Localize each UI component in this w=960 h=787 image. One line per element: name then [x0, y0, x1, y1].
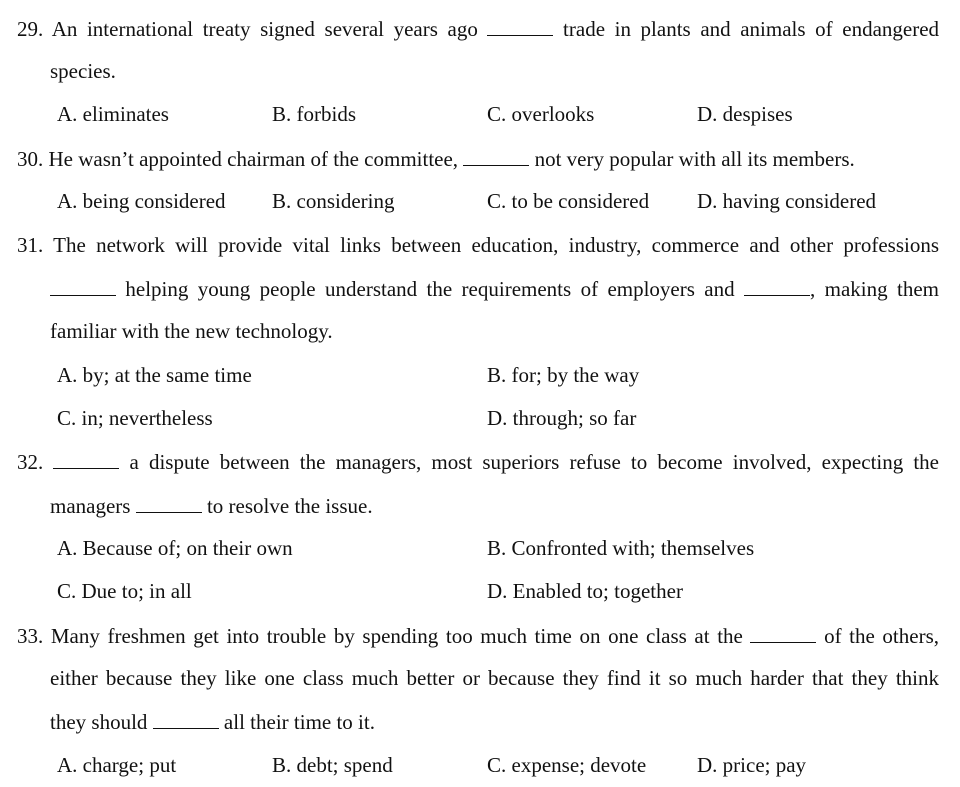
q31-stem-line2-end: , making them [810, 277, 940, 301]
q32-stem-line2-before: managers [50, 494, 131, 518]
q30-options [0, 180, 960, 223]
question-number: 33. [17, 624, 44, 648]
option-c: C. to be considered [487, 189, 650, 213]
q31-stem-line2 [0, 267, 960, 310]
option-c: C. in; nevertheless [57, 406, 213, 430]
option-d: D. Enabled to; together [487, 579, 683, 603]
answer-blank [750, 614, 816, 643]
q31-stem-line3-text: familiar with the new technology. [50, 319, 333, 343]
option-b: B. debt; spend [272, 753, 393, 777]
option-d: D. through; so far [487, 406, 637, 430]
q32-stem-line2 [0, 484, 960, 527]
option-a: A. eliminates [57, 102, 169, 126]
q33-stem-line3-after: all their time to it. [223, 710, 375, 734]
option-a: A. charge; put [57, 753, 177, 777]
q32-options-row2 [0, 570, 960, 613]
q30-stem-line1 [0, 137, 960, 180]
option-b: B. for; by the way [487, 363, 640, 387]
option-a: A. being considered [57, 189, 226, 213]
option-c: C. expense; devote [487, 753, 647, 777]
q31-options-row2 [0, 397, 960, 440]
q29-stem-line1 [0, 7, 960, 50]
option-d: D. having considered [697, 189, 877, 213]
answer-blank [463, 137, 529, 166]
option-b: B. Confronted with; themselves [487, 536, 755, 560]
q29-stem-line2 [0, 50, 960, 93]
answer-blank [50, 267, 116, 296]
option-a: A. Because of; on their own [57, 536, 293, 560]
answer-blank [153, 700, 219, 729]
option-b: B. considering [272, 189, 395, 213]
q32-stem-line2-after: to resolve the issue. [206, 494, 373, 518]
question-number: 29. [17, 17, 44, 41]
q33-stem-line3 [0, 700, 960, 743]
q32-stem-line1 [0, 440, 960, 483]
question-number: 32. [17, 450, 44, 474]
q33-stem-line2 [0, 657, 960, 700]
answer-blank [136, 484, 202, 513]
q29-stem-cont: species. [50, 59, 116, 83]
q33-stem-line1 [0, 614, 960, 657]
q33-stem-line1-after: of the others, [824, 624, 940, 648]
q29-stem-before: An international treaty signed several years ago [51, 17, 478, 41]
q31-stem-line1 [0, 224, 960, 267]
option-d: D. despises [697, 102, 793, 126]
q30-stem-after: not very popular with all its members. [534, 147, 855, 171]
option-d: D. price; pay [697, 753, 807, 777]
q30-stem-before: He wasn’t appointed chairman of the committee, [48, 147, 459, 171]
answer-blank [487, 7, 553, 36]
q33-stem-line2-text: either because they like one class much better or because they find it so much harder that they think [50, 666, 939, 690]
option-c: C. Due to; in all [57, 579, 192, 603]
option-b: B. forbids [272, 102, 356, 126]
q29-stem-after: trade in plants and animals of endangered [563, 17, 940, 41]
option-c: C. overlooks [487, 102, 595, 126]
q31-stem-line3 [0, 310, 960, 353]
q32-stem-line1-after: a dispute between the managers, most superiors refuse to become involved, expecting the [129, 450, 940, 474]
q33-stem-line3-before: they should [50, 710, 148, 734]
q32-options-row1 [0, 527, 960, 570]
question-number: 30. [17, 147, 44, 171]
q33-options [0, 744, 960, 787]
answer-blank [744, 267, 810, 296]
q31-stem-line1-text: The network will provide vital links between education, industry, commerce and other professions [53, 233, 939, 257]
option-a: A. by; at the same time [57, 363, 252, 387]
q33-stem-line1-before: Many freshmen get into trouble by spending too much time on one class at the [50, 624, 743, 648]
q31-stem-line2-mid: helping young people understand the requirements of employers and [125, 277, 735, 301]
answer-blank [53, 440, 119, 469]
q29-options [0, 93, 960, 136]
q31-options-row1 [0, 354, 960, 397]
question-number: 31. [17, 233, 44, 257]
